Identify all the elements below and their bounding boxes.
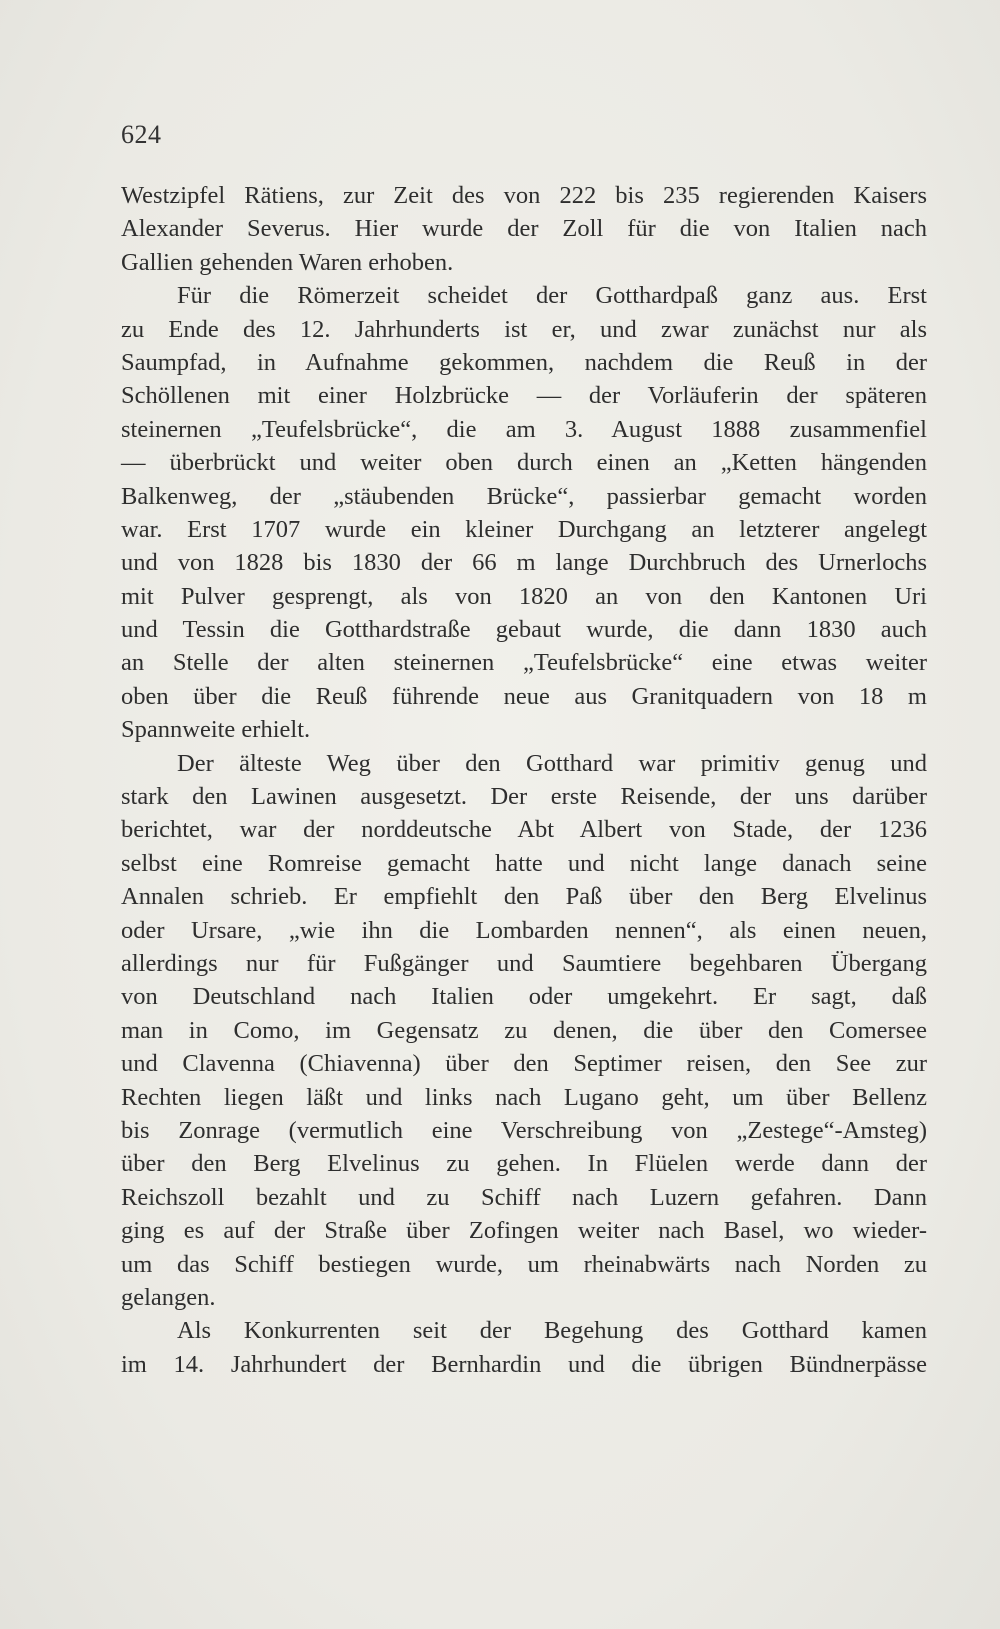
text-line: allerdings nur für Fußgänger und Saumtiere begehbaren Übergang — [121, 949, 927, 977]
text-line: man in Como, im Gegensatz zu denen, die über den Comersee — [121, 1016, 927, 1044]
text-line: ging es auf der Straße über Zofingen weiter nach Basel, wo wieder- — [121, 1217, 927, 1245]
text-line: Der älteste Weg über den Gotthard war primitiv genug und — [177, 749, 927, 777]
text-line: mit Pulver gesprengt, als von 1820 an von den Kantonen Uri — [121, 582, 927, 610]
text-line: und von 1828 bis 1830 der 66 m lange Durchbruch des Urnerlochs — [121, 549, 927, 577]
text-line: an Stelle der alten steinernen „Teufelsbrücke“ eine etwas weiter — [121, 649, 927, 677]
text-line: steinernen „Teufelsbrücke“, die am 3. August 1888 zusammenfiel — [121, 415, 927, 443]
text-line: zu Ende des 12. Jahrhunderts ist er, und zwar zunächst nur als — [121, 315, 927, 343]
text-line: bis Zonrage (vermutlich eine Verschreibung von „Zestege“-Amsteg) — [121, 1116, 927, 1144]
text-line: Reichszoll bezahlt und zu Schiff nach Luzern gefahren. Dann — [121, 1183, 927, 1211]
text-line: im 14. Jahrhundert der Bernhardin und die übrigen Bündnerpässe — [121, 1350, 927, 1378]
text-line: und Tessin die Gotthardstraße gebaut wurde, die dann 1830 auch — [121, 616, 927, 644]
text-line: um das Schiff bestiegen wurde, um rheinabwärts nach Norden zu — [121, 1250, 927, 1278]
text-line: Spannweite erhielt. — [121, 716, 311, 744]
text-line: oder Ursare, „wie ihn die Lombarden nennen“, als einen neuen, — [121, 916, 927, 944]
text-line: gelangen. — [121, 1283, 216, 1311]
text-line: Als Konkurrenten seit der Begehung des Gotthard kamen — [177, 1317, 927, 1345]
text-line: selbst eine Romreise gemacht hatte und nicht lange danach seine — [121, 849, 927, 877]
page-number: 624 — [121, 120, 162, 149]
text-line: Saumpfad, in Aufnahme gekommen, nachdem die Reuß in der — [121, 348, 927, 376]
text-line: — überbrückt und weiter oben durch einen an „Ketten hängenden — [121, 449, 927, 477]
text-line: Westzipfel Rätiens, zur Zeit des von 222 bis 235 regierenden Kaisers — [121, 182, 927, 209]
text-line: oben über die Reuß führende neue aus Granitquadern von 18 m — [121, 682, 927, 710]
text-line: und Clavenna (Chiavenna) über den Septimer reisen, den See zur — [121, 1050, 927, 1078]
text-line: Schöllenen mit einer Holzbrücke — der Vorläuferin der späteren — [121, 382, 927, 410]
text-line: stark den Lawinen ausgesetzt. Der erste Reisende, der uns darüber — [121, 783, 927, 811]
text-line: Annalen schrieb. Er empfiehlt den Paß über den Berg Elvelinus — [121, 883, 927, 911]
text-line: von Deutschland nach Italien oder umgekehrt. Er sagt, daß — [121, 983, 927, 1011]
body-text — [121, 179, 927, 1381]
text-line: Rechten liegen läßt und links nach Lugano geht, um über Bellenz — [121, 1083, 927, 1111]
text-line: Balkenweg, der „stäubenden Brücke“, passierbar gemacht worden — [121, 482, 927, 510]
text-line: war. Erst 1707 wurde ein kleiner Durchgang an letzterer angelegt — [121, 515, 927, 543]
text-line: berichtet, war der norddeutsche Abt Albert von Stade, der 1236 — [121, 816, 927, 844]
text-line: Für die Römerzeit scheidet der Gotthardpaß ganz aus. Erst — [177, 282, 927, 310]
text-line: Gallien gehenden Waren erhoben. — [121, 248, 454, 276]
text-line: über den Berg Elvelinus zu gehen. In Flüelen werde dann der — [121, 1150, 927, 1178]
text-line: Alexander Severus. Hier wurde der Zoll für die von Italien nach — [121, 215, 927, 243]
